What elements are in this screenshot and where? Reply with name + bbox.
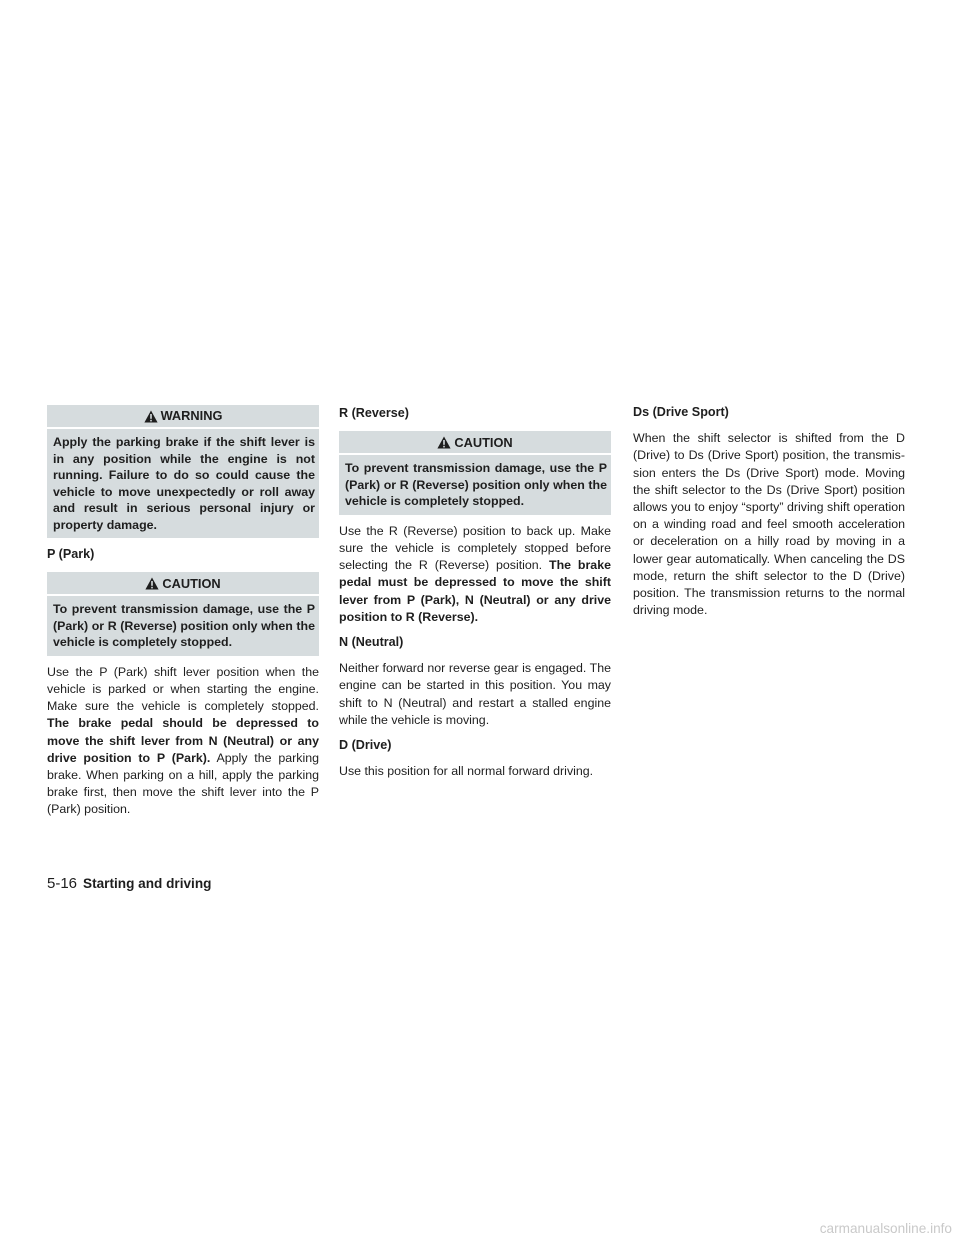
column-3 <box>633 404 905 627</box>
reverse-bold-text: The brake pedal must be depressed to move the shift lever from P (Park), N (Neutral) or any drive position to R (Reverse). <box>339 558 611 624</box>
warning-box-header <box>47 405 319 429</box>
park-bold-text: The brake pedal should be depressed to move the shift lever from N (Neutral) or any drive position to P (Park). <box>47 716 319 765</box>
park-text-1: Use the P (Park) shift lever position when the vehicle is parked or when starting the engine. Make sure the vehicle is completely stopped. <box>47 664 319 714</box>
warning-triangle-icon <box>145 577 159 590</box>
warning-triangle-icon <box>437 436 451 449</box>
warning-box <box>47 405 319 538</box>
caution-title: CAUTION <box>454 434 513 450</box>
neutral-heading: N (Neutral) <box>339 634 404 649</box>
warning-text: Apply the parking brake if the shift lever is in any position while the engine is not running. Failure to do so could cause the vehicle to move unexpectedly or roll away and result in serious personal injury or property damage. <box>53 435 315 532</box>
caution-box-header <box>339 431 611 455</box>
caution-text: To prevent transmission damage, use the P (Park) or R (Reverse) position only when the vehicle is completely stopped. <box>53 602 315 650</box>
neutral-paragraph: Neither forward nor reverse gear is engaged. The engine can be started in this position. You may shift to N (Neutral) and restart a stalled engine while the vehicle is moving. <box>339 661 611 727</box>
caution-box-header <box>47 572 319 596</box>
reverse-heading: R (Reverse) <box>339 406 409 420</box>
warning-title: WARNING <box>160 408 223 424</box>
park-paragraph <box>47 664 319 819</box>
park-heading: P (Park) <box>47 547 95 561</box>
column-2 <box>339 405 611 788</box>
park-text-2: Apply the parking brake. When parking on a hill, apply the parking brake first, then move the shift lever into the P (Park) position. <box>47 750 319 817</box>
caution-text: To prevent transmission damage, use the P (Park) or R (Reverse) position only when the vehicle is completely stopped. <box>345 461 607 509</box>
section-title: Starting and driving <box>83 876 212 891</box>
watermark: carmanualsonline.info <box>819 1221 952 1236</box>
caution-title: CAUTION <box>162 575 221 591</box>
page-footer <box>47 875 211 892</box>
page-number: 5-16 <box>47 875 78 892</box>
warning-triangle-icon <box>144 410 158 423</box>
drive-heading: D (Drive) <box>339 737 392 752</box>
caution-box-park <box>47 572 319 656</box>
column-1 <box>47 405 319 827</box>
ds-heading: Ds (Drive Sport) <box>633 405 729 419</box>
drive-paragraph: Use this position for all normal forward driving. <box>339 764 594 779</box>
reverse-text: Use the R (Reverse) position to back up. Make sure the vehicle is completely stopped before selecting the R (Reverse) position. <box>339 523 611 573</box>
reverse-paragraph <box>339 523 611 626</box>
caution-box-reverse <box>339 431 611 515</box>
ds-paragraph: When the shift selector is shifted from the D (Drive) to Ds (Drive Sport) position, the transmis-sion enters the Ds (Drive Sport) mode. Moving the shift selector to the Ds (Drive Sport) position allows you to enjoy “sporty” driving shift operation on a winding road and feel smooth acceleration or deceleration on a hilly road by moving in a lower gear automatically. When canceling the DS mode, return the shift selector to the D (Drive) position. The transmission returns to the normal driving mode. <box>633 431 905 618</box>
